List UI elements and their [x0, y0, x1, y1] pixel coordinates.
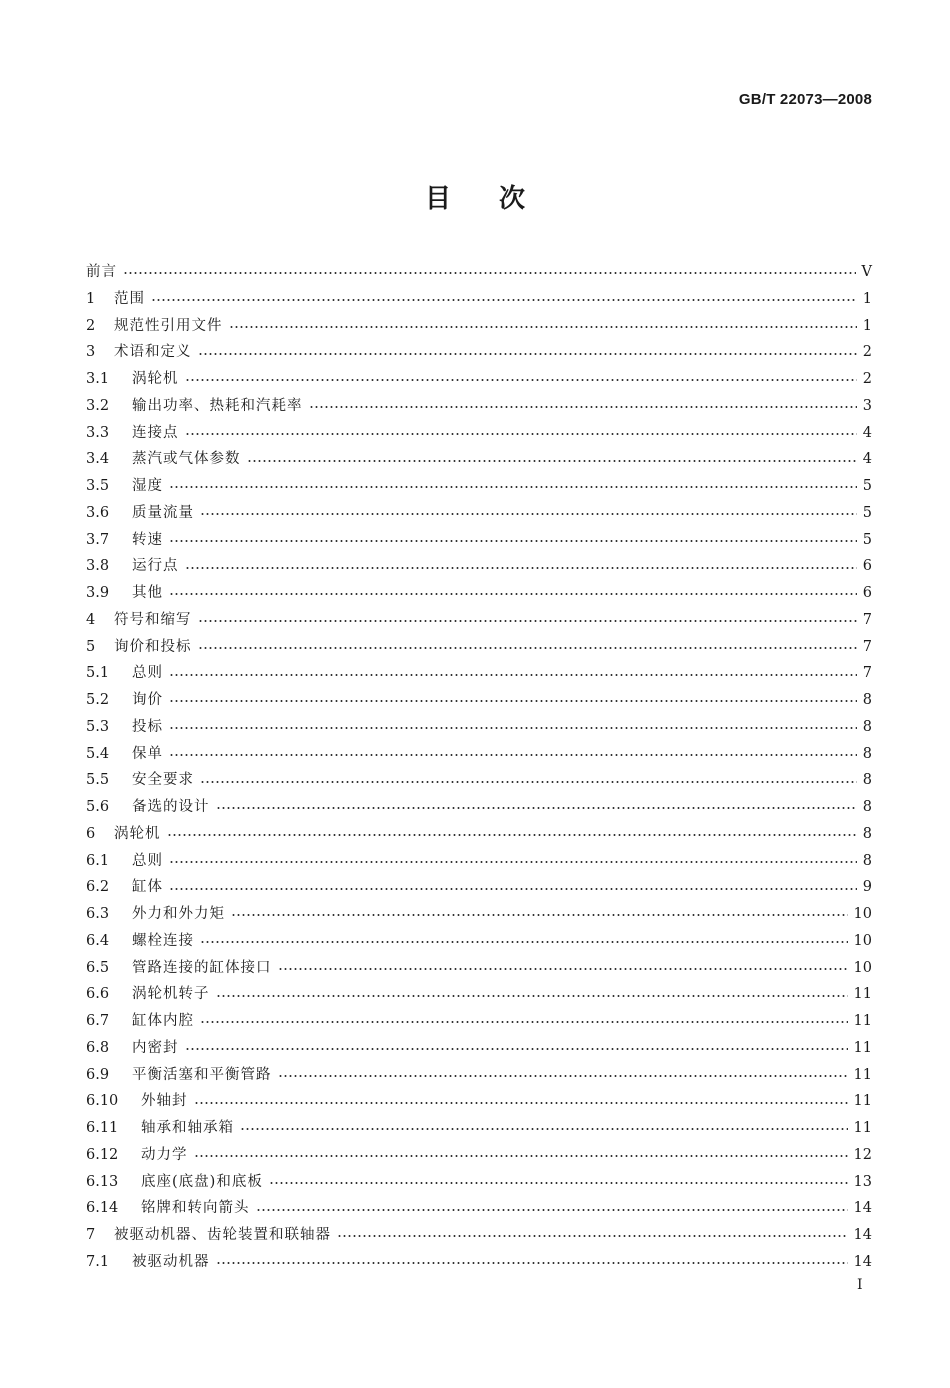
toc-entry[interactable] — [86, 848, 872, 875]
toc-entry[interactable] — [86, 339, 872, 366]
toc-entry-number: 5.4 — [86, 745, 110, 762]
toc-entry-number: 3.4 — [86, 451, 110, 468]
toc-entry[interactable] — [86, 1035, 872, 1062]
toc-leader-dots — [169, 887, 857, 891]
toc-entry-page: 5 — [862, 478, 872, 495]
toc-entry-label: 管路连接的缸体接口 — [132, 959, 272, 976]
toc-entry-label: 询价和投标 — [114, 638, 192, 655]
toc-leader-dots — [278, 1074, 848, 1078]
toc-leader-dots — [231, 913, 848, 917]
toc-entry-label: 动力学 — [141, 1146, 188, 1163]
toc-leader-dots — [169, 699, 857, 703]
toc-entry-page: 8 — [862, 825, 872, 842]
toc-entry-number: 6 — [86, 825, 96, 842]
toc-entry[interactable] — [86, 446, 872, 473]
toc-entry-number: 3.6 — [86, 504, 110, 521]
toc-entry-label: 询价 — [132, 692, 163, 709]
toc-entry-label: 涡轮机 — [114, 825, 161, 842]
toc-entry[interactable] — [86, 259, 872, 286]
toc-entry-number: 3.5 — [86, 478, 110, 495]
toc-entry-page: 10 — [853, 932, 872, 949]
toc-entry-number: 5 — [86, 638, 96, 655]
toc-entry-label: 铭牌和转向箭头 — [141, 1200, 250, 1217]
toc-entry-number: 5.5 — [86, 772, 110, 789]
toc-leader-dots — [198, 619, 857, 623]
toc-entry[interactable] — [86, 1249, 872, 1276]
toc-entry-number: 3.1 — [86, 371, 110, 388]
toc-entry-page: 11 — [853, 986, 872, 1003]
toc-entry-page: 11 — [853, 1066, 872, 1083]
toc-entry-label: 总则 — [132, 665, 163, 682]
toc-entry-label: 转速 — [132, 531, 163, 548]
toc-leader-dots — [309, 405, 857, 409]
toc-entry-label: 输出功率、热耗和汽耗率 — [132, 397, 303, 414]
toc-leader-dots — [198, 646, 857, 650]
toc-entry-number: 6.7 — [86, 1013, 110, 1030]
toc-leader-dots — [169, 726, 857, 730]
toc-entry-label: 术语和定义 — [114, 344, 192, 361]
toc-entry-page: 6 — [862, 585, 872, 602]
toc-entry[interactable] — [86, 874, 872, 901]
toc-entry-page: 8 — [862, 745, 872, 762]
toc-entry-number: 6.1 — [86, 852, 110, 869]
toc-entry-page: 9 — [862, 879, 872, 896]
toc-entry-label: 规范性引用文件 — [114, 317, 223, 334]
toc-entry-number: 6.13 — [86, 1173, 119, 1190]
toc-entry[interactable] — [86, 473, 872, 500]
toc-entry[interactable] — [86, 1062, 872, 1089]
page-title: 目次 — [424, 184, 573, 214]
toc-leader-dots — [200, 1020, 848, 1024]
toc-leader-dots — [123, 271, 856, 275]
toc-entry-page: 14 — [853, 1253, 872, 1270]
toc-entry[interactable] — [86, 714, 872, 741]
toc-entry[interactable] — [86, 500, 872, 527]
toc-entry-page: V — [861, 264, 872, 281]
toc-entry-label: 连接点 — [132, 424, 179, 441]
toc-entry-page: 4 — [862, 424, 872, 441]
toc-entry-number: 6.2 — [86, 879, 110, 896]
toc-entry-label: 总则 — [132, 852, 163, 869]
toc-entry-page: 7 — [862, 665, 872, 682]
toc-leader-dots — [185, 378, 857, 382]
toc-leader-dots — [200, 780, 857, 784]
toc-entry[interactable] — [86, 393, 872, 420]
toc-entry-label: 内密封 — [132, 1039, 179, 1056]
toc-entry-label: 其他 — [132, 585, 163, 602]
toc-leader-dots — [185, 1047, 848, 1051]
toc-entry-page: 2 — [862, 344, 872, 361]
toc-entry[interactable] — [86, 313, 872, 340]
toc-entry-number: 3.8 — [86, 558, 110, 575]
toc-entry-page: 8 — [862, 772, 872, 789]
toc-entry-label: 安全要求 — [132, 772, 194, 789]
toc-entry-number: 3 — [86, 344, 96, 361]
toc-entry[interactable] — [86, 634, 872, 661]
toc-entry-page: 4 — [862, 451, 872, 468]
toc-leader-dots — [229, 325, 857, 329]
toc-entry[interactable] — [86, 1008, 872, 1035]
toc-leader-dots — [194, 1101, 848, 1105]
toc-entry[interactable] — [86, 901, 872, 928]
toc-entry-number: 4 — [86, 611, 96, 628]
toc-entry[interactable] — [86, 1222, 872, 1249]
toc-entry-number: 6.14 — [86, 1200, 119, 1217]
toc-entry-page: 6 — [862, 558, 872, 575]
toc-entry-number: 6.3 — [86, 906, 110, 923]
toc-entry-page: 1 — [862, 290, 872, 307]
toc-leader-dots — [185, 566, 857, 570]
toc-entry[interactable] — [86, 928, 872, 955]
toc-entry[interactable] — [86, 794, 872, 821]
toc-entry-number: 3.9 — [86, 585, 110, 602]
toc-leader-dots — [337, 1234, 848, 1238]
toc-entry[interactable] — [86, 1142, 872, 1169]
toc-entry-number: 6.12 — [86, 1146, 119, 1163]
toc-entry-page: 1 — [862, 317, 872, 334]
toc-leader-dots — [200, 512, 857, 516]
toc-entry-label: 蒸汽或气体参数 — [132, 451, 241, 468]
toc-entry-label: 底座(底盘)和底板 — [141, 1173, 263, 1190]
toc-entry-page: 7 — [862, 638, 872, 655]
toc-entry[interactable] — [86, 286, 872, 313]
toc-entry[interactable] — [86, 1169, 872, 1196]
toc-entry-page: 3 — [862, 397, 872, 414]
toc-entry-label: 外轴封 — [141, 1093, 188, 1110]
toc-entry-label: 缸体 — [132, 879, 163, 896]
toc-leader-dots — [169, 485, 857, 489]
toc-entry-number: 7 — [86, 1227, 96, 1244]
toc-entry-label: 运行点 — [132, 558, 179, 575]
toc-entry-page: 11 — [853, 1039, 872, 1056]
toc-entry-number: 3.2 — [86, 397, 110, 414]
toc-entry-number: 1 — [86, 290, 96, 307]
toc-entry-page: 14 — [853, 1200, 872, 1217]
toc-leader-dots — [200, 940, 848, 944]
toc-entry-page: 11 — [853, 1013, 872, 1030]
toc-entry-number: 5.6 — [86, 799, 110, 816]
toc-leader-dots — [169, 592, 857, 596]
toc-entry-number: 5.1 — [86, 665, 110, 682]
toc-entry-page: 8 — [862, 718, 872, 735]
toc-leader-dots — [185, 432, 857, 436]
toc-entry-number: 6.8 — [86, 1039, 110, 1056]
toc-entry-label: 缸体内腔 — [132, 1013, 194, 1030]
toc-entry-label: 平衡活塞和平衡管路 — [132, 1066, 272, 1083]
toc-entry[interactable] — [86, 607, 872, 634]
toc-entry-number: 3.3 — [86, 424, 110, 441]
toc-leader-dots — [269, 1181, 848, 1185]
toc-entry-page: 2 — [862, 371, 872, 388]
toc-leader-dots — [216, 994, 848, 998]
toc-entry-number: 6.4 — [86, 932, 110, 949]
toc-leader-dots — [169, 673, 857, 677]
toc-entry-label: 被驱动机器、齿轮装置和联轴器 — [114, 1227, 331, 1244]
toc-entry-page: 13 — [853, 1173, 872, 1190]
toc-entry[interactable] — [86, 1115, 872, 1142]
toc-leader-dots — [194, 1154, 848, 1158]
toc-leader-dots — [216, 806, 857, 810]
toc-leader-dots — [169, 539, 857, 543]
toc-entry[interactable] — [86, 687, 872, 714]
toc-entry[interactable] — [86, 553, 872, 580]
toc-entry-number: 5.2 — [86, 692, 110, 709]
toc-entry-page: 8 — [862, 852, 872, 869]
toc-entry[interactable] — [86, 366, 872, 393]
toc-entry[interactable] — [86, 821, 872, 848]
toc-leader-dots — [240, 1127, 848, 1131]
toc-entry[interactable] — [86, 420, 872, 447]
toc-entry-page: 10 — [853, 906, 872, 923]
toc-entry-number: 6.6 — [86, 986, 110, 1003]
toc-entry[interactable] — [86, 767, 872, 794]
toc-leader-dots — [169, 753, 857, 757]
toc-entry[interactable] — [86, 1195, 872, 1222]
toc-entry-number: 7.1 — [86, 1253, 110, 1270]
toc-leader-dots — [151, 298, 857, 302]
toc-entry[interactable] — [86, 741, 872, 768]
toc-entry-page: 10 — [853, 959, 872, 976]
toc-leader-dots — [256, 1208, 848, 1212]
toc-entry-label: 范围 — [114, 290, 145, 307]
toc-entry[interactable] — [86, 1088, 872, 1115]
toc-entry-number: 6.11 — [86, 1120, 119, 1137]
page-number: I — [857, 1277, 863, 1293]
toc-entry-page: 8 — [862, 799, 872, 816]
toc-entry-page: 11 — [853, 1120, 872, 1137]
toc-leader-dots — [198, 352, 857, 356]
toc-entry-label: 涡轮机转子 — [132, 986, 210, 1003]
toc-entry-number: 3.7 — [86, 531, 110, 548]
toc-entry-number: 6.5 — [86, 959, 110, 976]
toc-entry-page: 5 — [862, 531, 872, 548]
toc-entry-label: 轴承和轴承箱 — [141, 1120, 234, 1137]
toc-entry-page: 11 — [853, 1093, 872, 1110]
toc-leader-dots — [247, 459, 857, 463]
toc-entry-label: 被驱动机器 — [132, 1253, 210, 1270]
toc-entry[interactable] — [86, 580, 872, 607]
toc-entry-number: 6.10 — [86, 1093, 119, 1110]
toc-leader-dots — [167, 833, 857, 837]
toc-entry-label: 备选的设计 — [132, 799, 210, 816]
standard-number: GB/T 22073—2008 — [738, 91, 872, 108]
toc-entry[interactable] — [86, 955, 872, 982]
toc-entry-label: 前言 — [86, 264, 117, 281]
toc-entry-page: 14 — [853, 1227, 872, 1244]
toc-entry-number: 6.9 — [86, 1066, 110, 1083]
toc-entry[interactable] — [86, 981, 872, 1008]
toc-entry-number: 2 — [86, 317, 96, 334]
toc-entry-label: 外力和外力矩 — [132, 906, 225, 923]
toc-entry-label: 涡轮机 — [132, 371, 179, 388]
toc-leader-dots — [169, 860, 857, 864]
toc-entry[interactable] — [86, 660, 872, 687]
toc-entry-label: 螺栓连接 — [132, 932, 194, 949]
toc-entry-label: 投标 — [132, 718, 163, 735]
toc-entry-label: 保单 — [132, 745, 163, 762]
toc-leader-dots — [216, 1261, 848, 1265]
toc-entry-page: 8 — [862, 692, 872, 709]
toc-entry[interactable] — [86, 527, 872, 554]
toc-entry-label: 质量流量 — [132, 504, 194, 521]
toc-entry-page: 5 — [862, 504, 872, 521]
toc-leader-dots — [278, 967, 848, 971]
toc-entry-page: 12 — [853, 1146, 872, 1163]
toc-entry-label: 湿度 — [132, 478, 163, 495]
toc-entry-number: 5.3 — [86, 718, 110, 735]
toc-entry-label: 符号和缩写 — [114, 611, 192, 628]
table-of-contents — [86, 259, 872, 1276]
toc-entry-page: 7 — [862, 611, 872, 628]
